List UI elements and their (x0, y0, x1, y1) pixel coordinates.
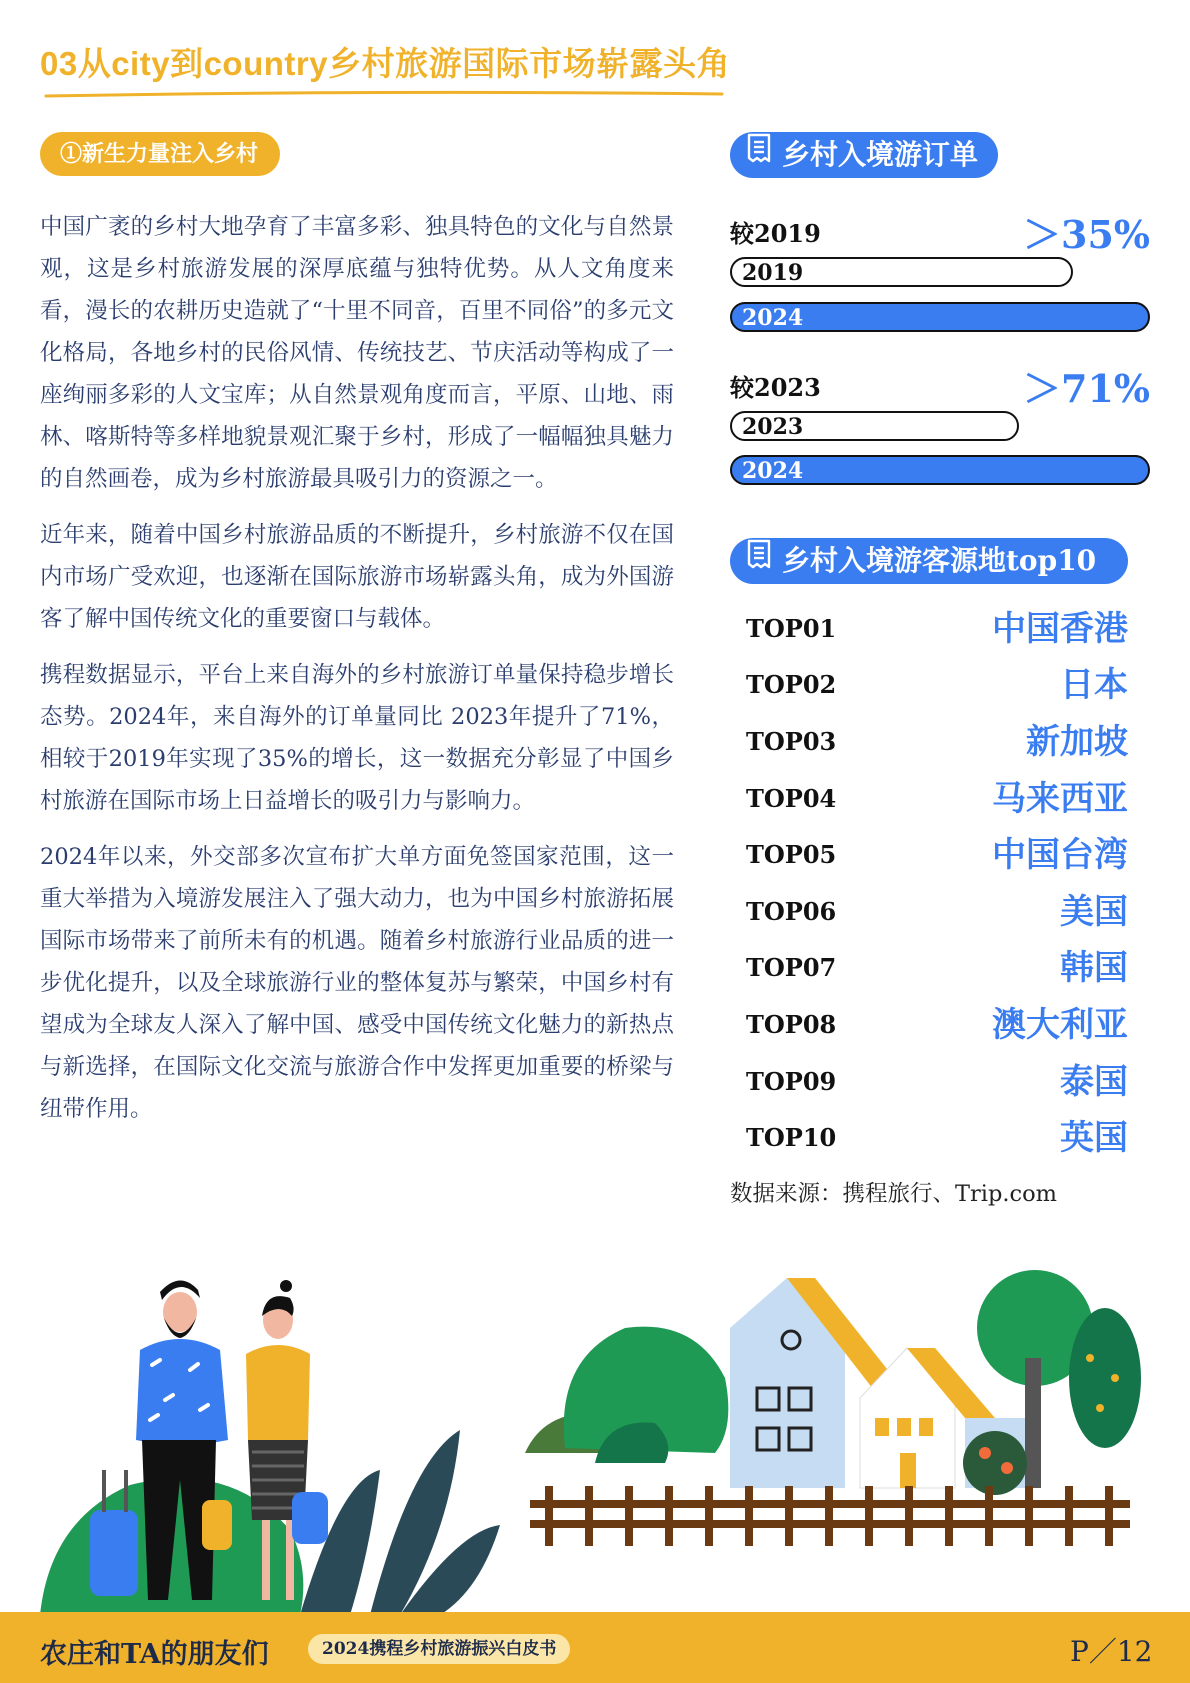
footer-brand: 农庄和TA的朋友们 (40, 1639, 269, 1670)
orders-heading-label: 乡村入境游订单 (782, 138, 979, 171)
title-underline (44, 90, 724, 100)
sources-heading (730, 538, 1128, 584)
data-source-note: 数据来源：携程旅行、Trip.com (730, 1181, 1057, 1207)
paragraph: 2024年以来，外交部多次宣布扩大单方面免签国家范围，这一重大举措为入境游发展注入了强大动力，也为中国乡村旅游拓展国际市场带来了前所未有的机遇。随着乡村旅游行业品质的进一步优化提升，以及全球旅游行业的整体复苏与繁荣，中国乡村有望成为全球友人深入了解中国、感受中国传统文化魅力的新热点与新选择，在国际文化交流与旅游合作中发挥更加重要的桥梁与纽带作用。 (40, 844, 674, 1122)
rank-label: TOP06 (746, 897, 837, 926)
rank-label: TOP05 (746, 840, 837, 869)
comparison-label: 较2023 (730, 373, 821, 402)
comparison-label: 较2019 (730, 219, 821, 248)
country-name: 澳大利亚 (992, 1005, 1128, 1045)
rank-label: TOP02 (746, 670, 837, 699)
rank-label: TOP08 (746, 1010, 837, 1039)
country-name: 韩国 (1060, 948, 1128, 988)
page-title: 03从city到country乡村旅游国际市场崭露头角 (40, 45, 731, 82)
orders-heading (730, 132, 998, 178)
current-bar: 2024 (730, 455, 1150, 485)
receipt-icon (746, 537, 772, 583)
paragraph: 携程数据显示，平台上来自海外的乡村旅游订单量保持稳步增长态势。2024年，来自海外的订单量同比 2023年提升了71%，相较于2019年实现了35%的增长，这一数据充分彰显了中国乡村旅游在国际市场上日益增长的吸引力与影响力。 (40, 662, 674, 814)
paragraph: 近年来，随着中国乡村旅游品质的不断提升，乡村旅游不仅在国内市场广受欢迎，也逐渐在国际旅游市场崭露头角，成为外国游客了解中国传统文化的重要窗口与载体。 (40, 522, 674, 632)
section-label: ①新生力量注入乡村 (40, 132, 280, 176)
footer-subtitle: 2024携程乡村旅游振兴白皮书 (308, 1634, 570, 1664)
page-number: P／12 (1070, 1635, 1153, 1668)
rank-label: TOP09 (746, 1067, 837, 1096)
baseline-bar: 2023 (730, 411, 1019, 441)
baseline-bar: 2019 (730, 257, 1073, 287)
comparison-value: ＞71% (1023, 366, 1150, 411)
country-name: 新加坡 (1026, 722, 1128, 762)
rank-label: TOP07 (746, 953, 837, 982)
rank-label: TOP03 (746, 727, 837, 756)
country-name: 中国香港 (992, 609, 1128, 649)
country-name: 中国台湾 (992, 835, 1128, 875)
current-bar: 2024 (730, 302, 1150, 332)
rank-label: TOP04 (746, 784, 837, 813)
body-text (40, 206, 674, 1144)
houses-illustration (525, 1248, 1165, 1578)
country-name: 马来西亚 (992, 779, 1128, 819)
paragraph: 中国广袤的乡村大地孕育了丰富多彩、独具特色的文化与自然景观，这是乡村旅游发展的深厚底蕴与独特优势。从人文角度来看，漫长的农耕历史造就了“十里不同音，百里不同俗”的多元文化格局，各地乡村的民俗风情、传统技艺、节庆活动等构成了一座绚丽多彩的人文宝库；从自然景观角度而言，平原、山地、雨林、喀斯特等多样地貌景观汇聚于乡村，形成了一幅幅独具魅力的自然画卷，成为乡村旅游最具吸引力的资源之一。 (40, 214, 674, 492)
country-name: 泰国 (1060, 1062, 1128, 1102)
receipt-icon (746, 131, 772, 177)
travelers-illustration (40, 1270, 510, 1615)
country-name: 英国 (1060, 1118, 1128, 1158)
country-name: 美国 (1060, 892, 1128, 932)
comparison-value: ＞35% (1023, 212, 1150, 257)
rank-label: TOP01 (746, 614, 837, 643)
rank-label: TOP10 (746, 1123, 837, 1152)
sources-heading-label: 乡村入境游客源地top10 (782, 544, 1097, 577)
country-name: 日本 (1060, 665, 1128, 705)
